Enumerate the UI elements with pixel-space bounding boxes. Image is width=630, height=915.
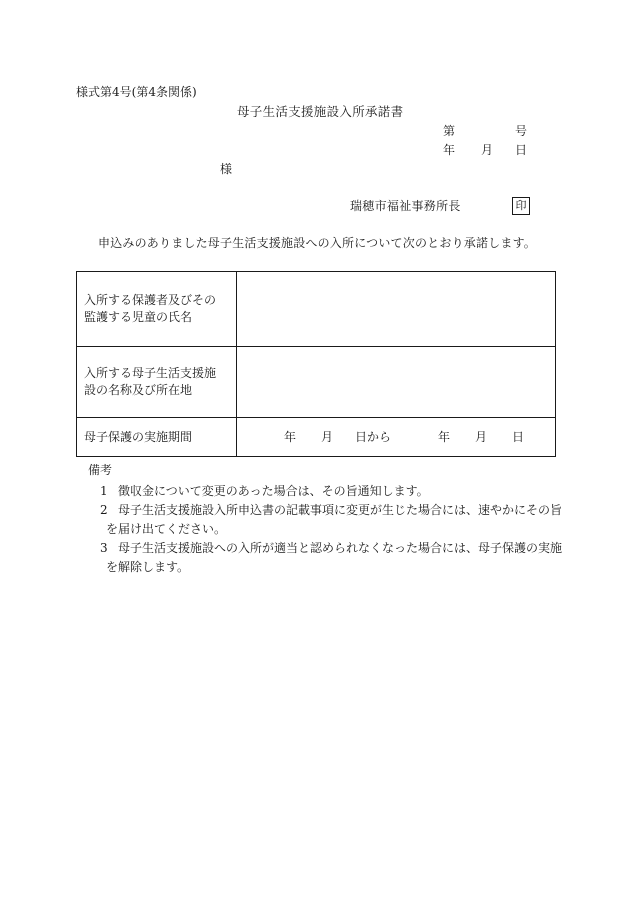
approval-details-table <box>76 271 556 457</box>
guardian-child-names-field[interactable] <box>237 272 556 347</box>
period-end-day: 日 <box>512 430 525 444</box>
date-year-label: 年 <box>443 143 456 157</box>
approval-statement: 申込みのありました母子生活支援施設への入所について次のとおり承諾します。 <box>98 236 537 250</box>
seal-stamp-mark: 印 <box>512 197 530 215</box>
document-number-prefix: 第 <box>443 124 456 138</box>
table-row <box>77 347 556 418</box>
protection-period-field[interactable] <box>237 418 556 457</box>
period-start-day: 日から <box>355 430 392 444</box>
note-item: 3 母子生活支援施設への入所が適当と認められなくなった場合には、母子保護の実施 を解除します。 <box>100 541 563 574</box>
date-day-label: 日 <box>515 143 528 157</box>
facility-name-address-label: 入所する母子生活支援施 設の名称及び所在地 <box>77 347 237 418</box>
form-number-label: 様式第4号(第4条関係) <box>76 85 197 99</box>
date-month-label: 月 <box>481 143 494 157</box>
period-start-month: 月 <box>321 430 334 444</box>
period-end-year: 年 <box>438 430 451 444</box>
guardian-child-names-label: 入所する保護者及びその 監護する児童の氏名 <box>77 272 237 347</box>
table-row <box>77 418 556 457</box>
protection-period-label: 母子保護の実施期間 <box>77 418 237 457</box>
issuer-name: 瑞穂市福祉事務所長 <box>350 199 461 213</box>
period-start-year: 年 <box>284 430 297 444</box>
facility-name-address-field[interactable] <box>237 347 556 418</box>
addressee-honorific: 様 <box>220 162 233 176</box>
period-end-month: 月 <box>475 430 488 444</box>
notes-heading: 備考 <box>88 463 113 477</box>
document-number-suffix: 号 <box>515 124 528 138</box>
document-title: 母子生活支援施設入所承諾書 <box>237 104 404 119</box>
note-item: 2 母子生活支援施設入所申込書の記載事項に変更が生じた場合には、速やかにその旨 を届け出てください。 <box>100 503 563 536</box>
table-row <box>77 272 556 347</box>
note-item: 1 徴収金について変更のあった場合は、その旨通知します。 <box>100 484 429 498</box>
